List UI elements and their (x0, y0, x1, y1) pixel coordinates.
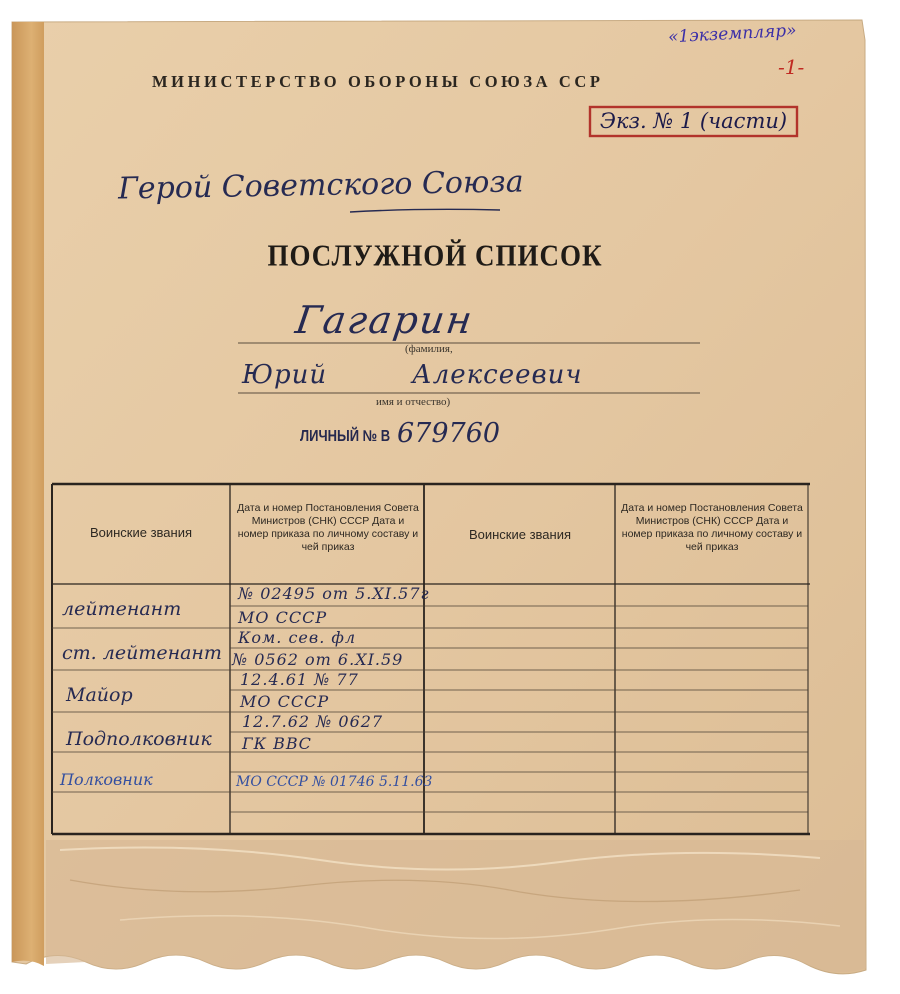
table-row-5-rank: Полковник (60, 770, 153, 789)
header-order-right: Дата и номер Постановления Совета Министров (СНК) СССР Дата и номер приказа по личному составу и чей приказ (621, 502, 803, 553)
patronymic-handwritten: Алексеевич (412, 360, 583, 390)
table-row-2-order-line1: Ком. сев. фл (238, 628, 357, 647)
surname-caption: (фамилия, (405, 343, 453, 355)
table-row-4-rank: Подполковник (66, 728, 212, 750)
table-row-4-order-line1: 12.7.62 № 0627 (242, 712, 384, 731)
copy-note-handwritten: «1экземпляр» (667, 20, 798, 48)
paper-sheet (12, 20, 866, 974)
name-caption: имя и отчество) (376, 396, 451, 408)
table-row-5-order-line1: МО СССР № 01746 5.11.63 (236, 774, 433, 790)
ministry-header: МИНИСТЕРСТВО ОБОРОНЫ СОЮЗА ССР (152, 72, 604, 91)
table-row-3-rank: Майор (66, 684, 133, 706)
table-row-2-order-line2: № 0562 от 6.XI.59 (232, 650, 404, 669)
document-title: ПОСЛУЖНОЙ СПИСОК (267, 237, 603, 273)
aged-lower-area (46, 840, 866, 972)
copy-number-handwritten: -1- (778, 55, 805, 79)
personal-number-handwritten: 679760 (397, 418, 501, 449)
table-row-4-order-line2: ГК ВВС (242, 734, 312, 753)
header-rank-left: Воинские звания (89, 525, 193, 540)
table-row-1-rank: лейтенант (62, 598, 182, 620)
surname-handwritten: Гагарин (292, 298, 477, 342)
personal-number-label: ЛИЧНЫЙ № В (300, 426, 391, 445)
header-rank-right: Воинские звания (468, 527, 572, 542)
header-order-left: Дата и номер Постановления Совета Министров (СНК) СССР Дата и номер приказа по личному составу и чей приказ (237, 502, 419, 553)
copy-stamp-text: Экз. № 1 (части) (599, 109, 788, 133)
first-name-handwritten: Юрий (242, 360, 328, 390)
table-row-1-order-line2: МО СССР (238, 608, 328, 627)
binding-spine (12, 22, 44, 966)
table-row-3-order-line1: 12.4.61 № 77 (240, 670, 359, 689)
table-row-1-order-line1: № 02495 от 5.XI.57г (238, 584, 430, 603)
table-row-2-rank: ст. лейтенант (62, 642, 222, 664)
table-row-3-order-line2: МО СССР (240, 692, 330, 711)
hero-title-handwritten: Герой Советского Союза (117, 164, 524, 207)
